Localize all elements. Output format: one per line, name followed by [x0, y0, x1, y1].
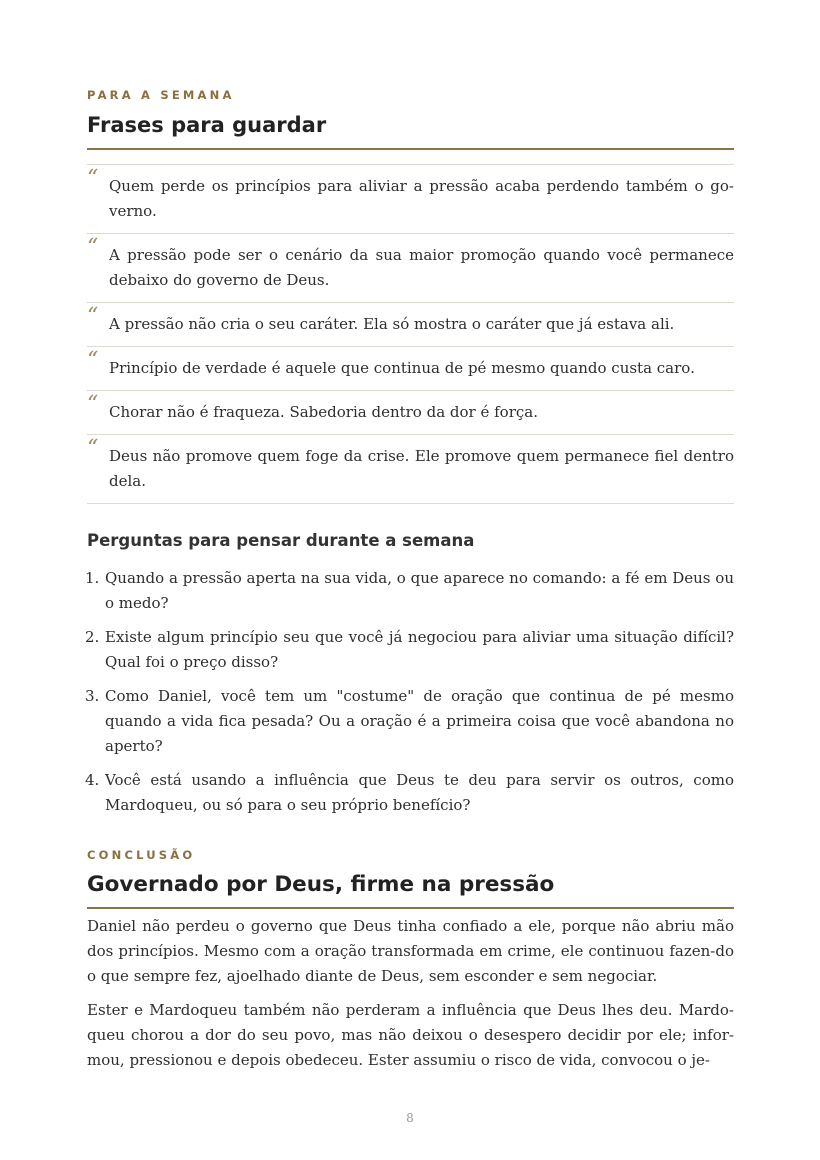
- question-number: 1.: [85, 569, 100, 587]
- quote-mark-icon: “: [87, 436, 99, 461]
- question-text: Quando a pressão aperta na sua vida, o que aparece no comando: a fé em Deus ou o medo?: [105, 569, 734, 612]
- document-page: [87, 88, 734, 1082]
- question-item: [87, 684, 734, 759]
- quote-text: A pressão pode ser o cenário da sua maior promoção quando você permanece debaixo do governo de Deus.: [109, 246, 734, 289]
- quote-mark-icon: “: [87, 235, 99, 260]
- questions-heading: Perguntas para pensar durante a semana: [87, 531, 475, 550]
- question-text: Existe algum princípio seu que você já negociou para aliviar uma situação difícil? Qual foi o preço disso?: [105, 628, 734, 671]
- page-number: 8: [406, 1111, 414, 1125]
- question-item: [87, 625, 734, 675]
- question-number: 2.: [85, 628, 100, 646]
- question-text: Você está usando a influência que Deus te deu para servir os outros, como Mardoqueu, ou só para o seu próprio benefício?: [105, 771, 734, 814]
- quote-item: [87, 435, 734, 504]
- conclusion-kicker: CONCLUSÃO: [87, 848, 196, 862]
- quote-item: [87, 347, 734, 391]
- quote-item: [87, 234, 734, 303]
- question-number: 3.: [85, 687, 100, 705]
- section-title: Frases para guardar: [87, 111, 734, 150]
- quote-text: A pressão não cria o seu caráter. Ela só mostra o caráter que já estava ali.: [109, 315, 675, 333]
- question-number: 4.: [85, 771, 100, 789]
- body-paragraph: Daniel não perdeu o governo que Deus tinha confiado a ele, porque não abriu mão dos princípios. Mesmo com a oração transformada em crime, ele continuou fazen-do o que sempre fez, ajoelhado diante de Deus, sem esconder e sem negociar.: [87, 917, 734, 985]
- quotes-list: [87, 164, 734, 504]
- section-kicker: PARA A SEMANA: [87, 88, 235, 102]
- question-item: [87, 566, 734, 616]
- quote-item: [87, 303, 734, 347]
- question-text: Como Daniel, você tem um "costume" de oração que continua de pé mesmo quando a vida fica pesada? Ou a oração é a primeira coisa que você abandona no aperto?: [105, 687, 734, 755]
- quote-text: Quem perde os princípios para aliviar a pressão acaba perdendo também o go-verno.: [109, 177, 734, 220]
- quote-item: [87, 165, 734, 234]
- body-paragraph: Ester e Mardoqueu também não perderam a influência que Deus lhes deu. Mardo-queu chorou a dor do seu povo, mas não deixou o desespero decidir por ele; infor-mou, pressionou e depois obedeceu. Ester assumiu o risco de vida, convocou o je-: [87, 1001, 734, 1069]
- quote-item: [87, 391, 734, 435]
- quote-mark-icon: “: [87, 348, 99, 373]
- quote-mark-icon: “: [87, 166, 99, 191]
- quote-text: Deus não promove quem foge da crise. Ele promove quem permanece fiel dentro dela.: [109, 447, 734, 490]
- quote-text: Princípio de verdade é aquele que continua de pé mesmo quando custa caro.: [109, 359, 695, 377]
- quote-mark-icon: “: [87, 304, 99, 329]
- question-item: [87, 768, 734, 818]
- quote-text: Chorar não é fraqueza. Sabedoria dentro da dor é força.: [109, 403, 538, 421]
- quote-mark-icon: “: [87, 392, 99, 417]
- questions-list: [87, 566, 734, 818]
- conclusion-title: Governado por Deus, firme na pressão: [87, 871, 734, 909]
